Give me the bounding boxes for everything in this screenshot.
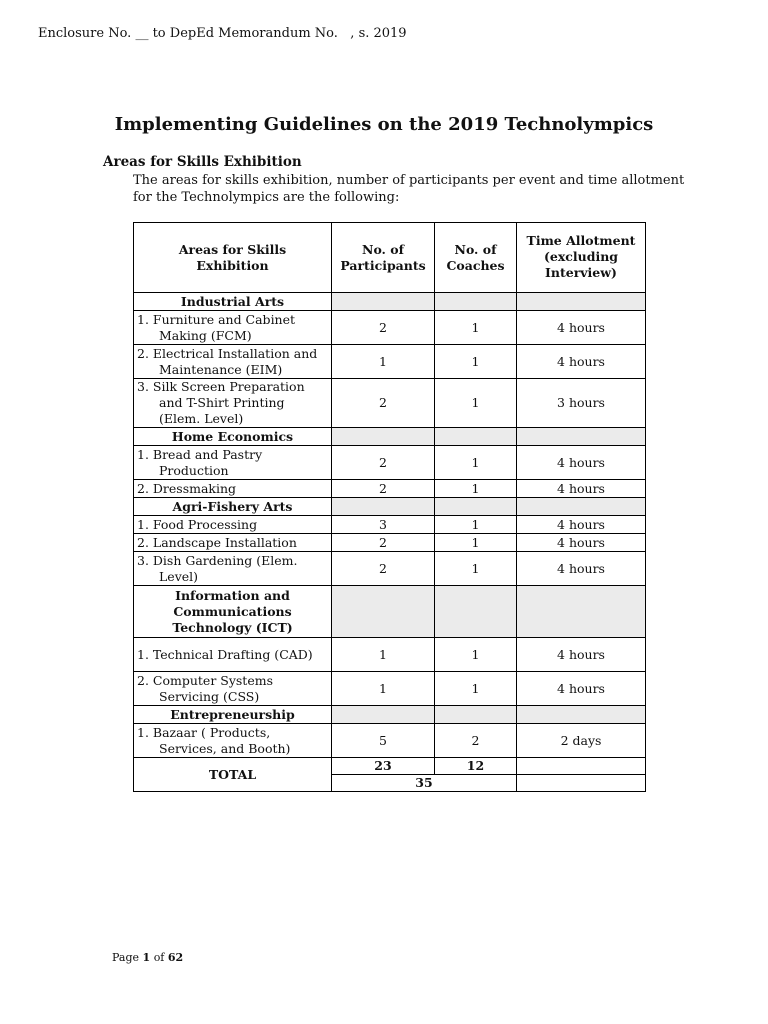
- table-row: [134, 724, 646, 758]
- area-cell: 2. Dressmaking: [134, 480, 332, 498]
- coaches-cell: 1: [435, 552, 517, 586]
- category-name: Agri-Fishery Arts: [134, 498, 332, 516]
- header-participants: No. of Participants: [332, 223, 435, 293]
- total-coaches: 12: [435, 758, 517, 775]
- category-shaded-cell: [332, 293, 435, 311]
- category-shaded-cell: [517, 706, 646, 724]
- time-cell: 2 days: [517, 724, 646, 758]
- time-cell: 4 hours: [517, 345, 646, 379]
- category-row: [134, 428, 646, 446]
- participants-cell: 2: [332, 446, 435, 480]
- category-shaded-cell: [435, 706, 517, 724]
- table-row: [134, 345, 646, 379]
- category-shaded-cell: [435, 498, 517, 516]
- category-row: [134, 293, 646, 311]
- area-cell: 1. Food Processing: [134, 516, 332, 534]
- document-title: Implementing Guidelines on the 2019 Technolympics: [114, 114, 654, 135]
- time-cell: 4 hours: [517, 480, 646, 498]
- category-name: Industrial Arts: [134, 293, 332, 311]
- participants-cell: 3: [332, 516, 435, 534]
- total-participants: 23: [332, 758, 435, 775]
- header-time: Time Allotment (excluding Interview): [517, 223, 646, 293]
- time-cell: 4 hours: [517, 552, 646, 586]
- total-combined: 35: [332, 775, 517, 792]
- category-row: [134, 498, 646, 516]
- coaches-cell: 1: [435, 534, 517, 552]
- skills-table: [133, 222, 646, 792]
- area-cell: 2. Landscape Installation: [134, 534, 332, 552]
- footer-of-word: of: [153, 951, 165, 964]
- category-shaded-cell: [332, 498, 435, 516]
- category-shaded-cell: [435, 428, 517, 446]
- total-time-empty: [517, 775, 646, 792]
- category-shaded-cell: [517, 498, 646, 516]
- header-coaches: No. of Coaches: [435, 223, 517, 293]
- time-cell: 3 hours: [517, 379, 646, 428]
- participants-cell: 1: [332, 345, 435, 379]
- table-row: [134, 534, 646, 552]
- participants-cell: 2: [332, 379, 435, 428]
- coaches-cell: 1: [435, 311, 517, 345]
- area-cell: 2. Computer Systems Servicing (CSS): [134, 672, 332, 706]
- participants-cell: 2: [332, 311, 435, 345]
- table-row: [134, 552, 646, 586]
- header-area: Areas for Skills Exhibition: [134, 223, 332, 293]
- coaches-cell: 1: [435, 516, 517, 534]
- total-row: [134, 758, 646, 775]
- table-row: [134, 480, 646, 498]
- area-cell: 2. Electrical Installation and Maintenance (EIM): [134, 345, 332, 379]
- coaches-cell: 1: [435, 480, 517, 498]
- category-row: [134, 706, 646, 724]
- participants-cell: 2: [332, 552, 435, 586]
- area-cell: 1. Bazaar ( Products, Services, and Booth): [134, 724, 332, 758]
- category-shaded-cell: [332, 428, 435, 446]
- table-row: [134, 672, 646, 706]
- section-heading: Areas for Skills Exhibition: [103, 154, 302, 170]
- coaches-cell: 1: [435, 345, 517, 379]
- category-shaded-cell: [435, 586, 517, 638]
- participants-cell: 2: [332, 534, 435, 552]
- table-row: [134, 446, 646, 480]
- table-body: [134, 293, 646, 792]
- time-cell: 4 hours: [517, 534, 646, 552]
- area-cell: 1. Technical Drafting (CAD): [134, 638, 332, 672]
- category-name: Information and Communications Technology (ICT): [134, 586, 332, 638]
- footer-page-total: 62: [167, 951, 184, 964]
- category-shaded-cell: [435, 293, 517, 311]
- coaches-cell: 2: [435, 724, 517, 758]
- table-header-row: [134, 223, 646, 293]
- category-row: [134, 586, 646, 638]
- footer-page-word: Page: [112, 951, 140, 964]
- area-cell: 3. Silk Screen Preparation and T-Shirt Printing (Elem. Level): [134, 379, 332, 428]
- total-time-empty: [517, 758, 646, 775]
- category-shaded-cell: [517, 428, 646, 446]
- category-shaded-cell: [332, 586, 435, 638]
- table-row: [134, 638, 646, 672]
- area-cell: 1. Furniture and Cabinet Making (FCM): [134, 311, 332, 345]
- coaches-cell: 1: [435, 446, 517, 480]
- time-cell: 4 hours: [517, 516, 646, 534]
- page-footer: [112, 951, 183, 964]
- category-shaded-cell: [517, 586, 646, 638]
- table-row: [134, 379, 646, 428]
- category-shaded-cell: [517, 293, 646, 311]
- category-name: Entrepreneurship: [134, 706, 332, 724]
- coaches-cell: 1: [435, 638, 517, 672]
- footer-page-num: 1: [142, 951, 151, 964]
- participants-cell: 1: [332, 638, 435, 672]
- category-shaded-cell: [332, 706, 435, 724]
- time-cell: 4 hours: [517, 672, 646, 706]
- time-cell: 4 hours: [517, 638, 646, 672]
- category-name: Home Economics: [134, 428, 332, 446]
- participants-cell: 5: [332, 724, 435, 758]
- area-cell: 1. Bread and Pastry Production: [134, 446, 332, 480]
- coaches-cell: 1: [435, 672, 517, 706]
- participants-cell: 1: [332, 672, 435, 706]
- enclosure-header: Enclosure No. __ to DepEd Memorandum No. , s. 2019: [38, 26, 407, 41]
- intro-paragraph: The areas for skills exhibition, number of participants per event and time allotment for the Technolympics are the following:: [133, 173, 685, 205]
- time-cell: 4 hours: [517, 311, 646, 345]
- total-label: TOTAL: [134, 758, 332, 792]
- area-cell: 3. Dish Gardening (Elem. Level): [134, 552, 332, 586]
- time-cell: 4 hours: [517, 446, 646, 480]
- table-row: [134, 516, 646, 534]
- participants-cell: 2: [332, 480, 435, 498]
- coaches-cell: 1: [435, 379, 517, 428]
- table-row: [134, 311, 646, 345]
